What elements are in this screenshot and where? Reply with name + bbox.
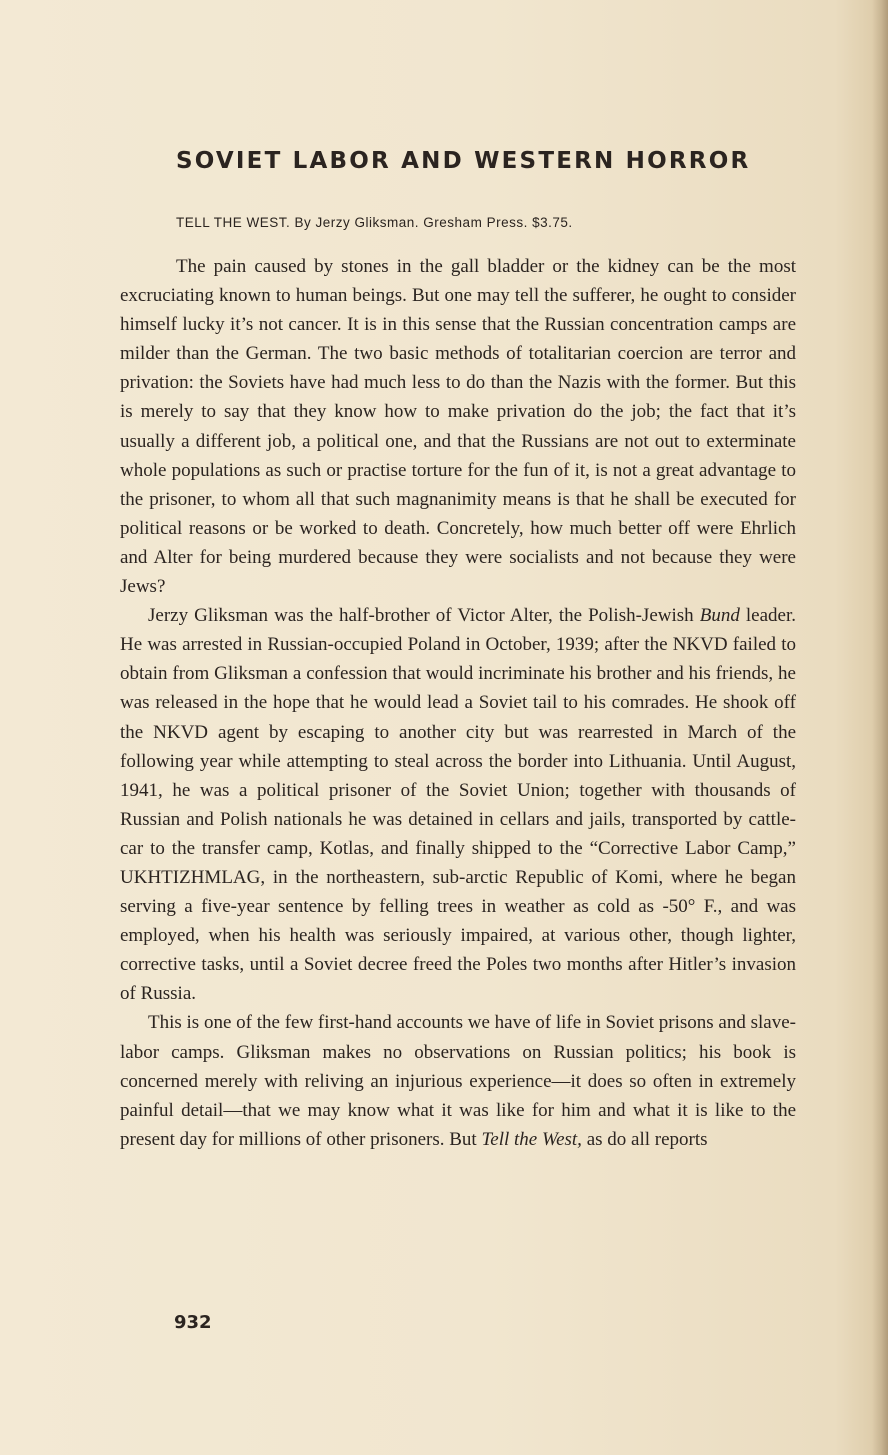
book-citation: TELL THE WEST. By Jerzy Gliksman. Gresham Press. $3.75. xyxy=(176,215,573,230)
article-body xyxy=(120,252,796,1154)
paragraph-2 xyxy=(120,601,796,1008)
paragraph-2-text-b: leader. He was arrested in Russian-occupied Poland in October, 1939; after the NKVD failed to obtain from Gliksman a confession that would incriminate his brother and his friends, he was released in the hope that he would lead a Soviet tail to his comrades. He shook off the NKVD agent by escaping to another city but was rearrested in March of the following year while attempting to steal across the border into Lithuania. Until August, 1941, he was a political prisoner of the Soviet Union; together with thousands of Russian and Polish nationals he was detained in cellars and jails, transported by cattle-car to the transfer camp, Kotlas, and finally shipped to the “Corrective Labor Camp,” UKHTIZHMLAG, in the northeastern, sub-arctic Republic of Komi, where he began serving a five-year sentence by felling trees in weather as cold as -50° F., and was employed, when his health was seriously impaired, at various other, though lighter, corrective tasks, until a Soviet decree freed the Poles two months after Hitler’s invasion of Russia. xyxy=(120,605,796,1005)
paragraph-2-italic: Bund xyxy=(699,605,740,627)
paragraph-3-text-a: This is one of the few first-hand accounts we have of life in Soviet prisons and slave-labor camps. Gliksman makes no observations on Russian politics; his book is concerned merely with reliving an injurious experience—it does so often in extremely painful detail—that we may know what it was like for him and what it is like to the present day for millions of other prisoners. But xyxy=(120,1012,796,1150)
paragraph-2-text-a: Jerzy Gliksman was the half-brother of Victor Alter, the Polish-Jewish xyxy=(148,605,700,627)
paragraph-3-text-b: as do all reports xyxy=(581,1128,708,1150)
paragraph-3-italic: Tell the West, xyxy=(481,1128,582,1150)
paragraph-1: The pain caused by stones in the gall bladder or the kidney can be the most excruciating known to human beings. But one may tell the sufferer, he ought to consider himself lucky it’s not cancer. It is in this sense that the Russian concentration camps are milder than the German. The two basic methods of totalitarian coercion are terror and privation: the Soviets have had much less to do than the Nazis with the former. But this is merely to say that they know how to make privation do the job; the fact that it’s usually a different job, a political one, and that the Russians are not out to exterminate whole populations as such or practise torture for the fun of it, is not a great advantage to the prisoner, to whom all that such magnanimity means is that he shall be executed for political reasons or be worked to death. Concretely, how much better off were Ehrlich and Alter for being murdered because they were socialists and not because they were Jews? xyxy=(120,256,796,598)
page-binding-shadow xyxy=(872,0,888,1455)
article-title: SOVIET LABOR AND WESTERN HORROR xyxy=(176,148,751,174)
page-number: 932 xyxy=(174,1312,212,1333)
paragraph-3 xyxy=(120,1008,796,1153)
